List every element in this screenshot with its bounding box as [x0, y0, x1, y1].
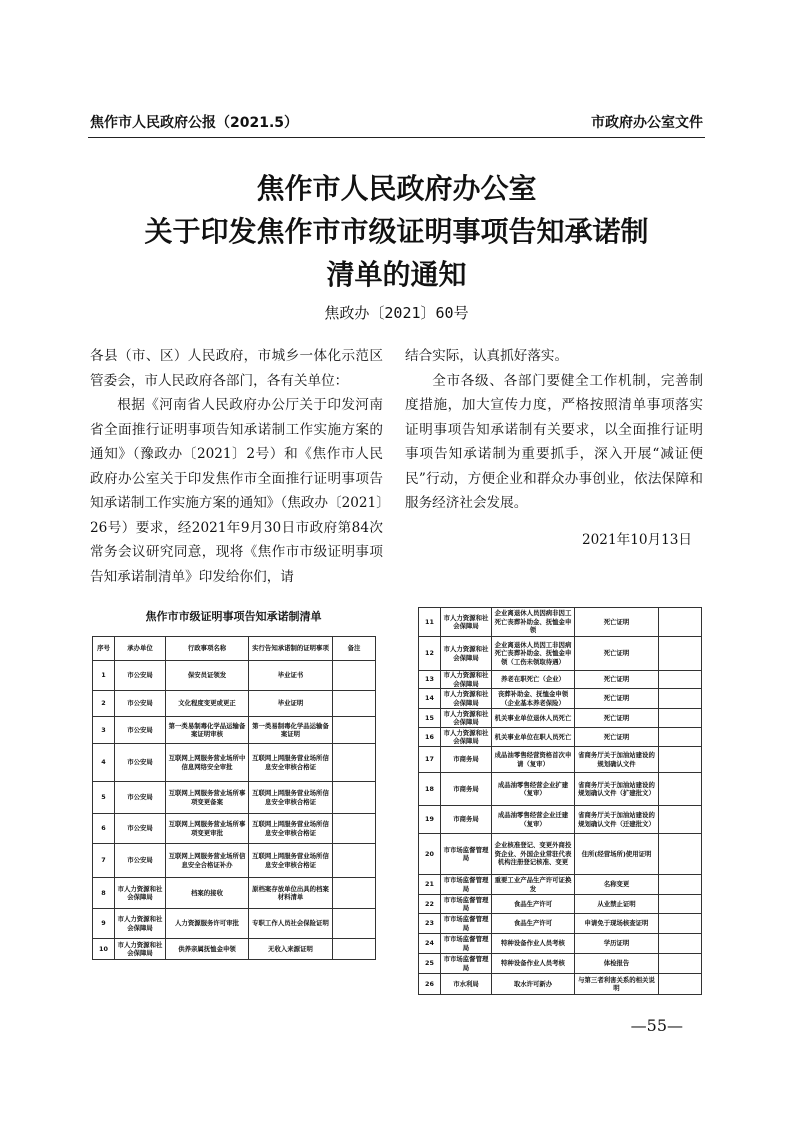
cell-remarks — [333, 744, 376, 782]
cell-certification-item: 死亡证明 — [575, 637, 659, 671]
cell-row-number: 24 — [419, 934, 441, 954]
cell-department: 市公安局 — [115, 717, 166, 744]
cell-remarks — [659, 773, 702, 806]
table-row — [93, 782, 376, 814]
header-remarks: 备注 — [333, 637, 376, 661]
cell-department: 市商务局 — [441, 806, 492, 834]
cell-administrative-item: 企业离退休人员因病非因工死亡丧葬补助金、抚恤金申领 — [492, 608, 575, 637]
cell-row-number: 9 — [93, 909, 115, 939]
cell-department: 市商务局 — [441, 747, 492, 773]
cell-department: 市水利局 — [441, 974, 492, 995]
table-title: 焦作市市级证明事项告知承诺制清单 — [145, 610, 322, 623]
body-left-column — [90, 344, 383, 589]
cell-remarks — [333, 939, 376, 960]
checklist-table-left — [92, 636, 376, 960]
cell-administrative-item: 第一类易制毒化学品运输备案证明审核 — [166, 717, 249, 744]
cell-row-number: 15 — [419, 709, 441, 728]
cell-row-number: 13 — [419, 671, 441, 689]
table-row — [419, 773, 702, 806]
cell-remarks — [659, 806, 702, 834]
cell-administrative-item: 档案的接收 — [166, 878, 249, 909]
page-number: —55— — [630, 1016, 683, 1035]
title-line-2: 关于印发焦作市市级证明事项告知承诺制 — [144, 215, 649, 248]
cell-row-number: 7 — [93, 844, 115, 878]
cell-administrative-item: 机关事业单位在职人员死亡 — [492, 728, 575, 747]
cell-administrative-item: 食品生产许可 — [492, 895, 575, 914]
header-certification-item: 实行告知承诺制的证明事项 — [249, 637, 333, 661]
table-row — [93, 878, 376, 909]
cell-department: 市人力资源和社会保障局 — [441, 689, 492, 709]
cell-certification-item: 原档案存放单位出具的档案材料清单 — [249, 878, 333, 909]
cell-administrative-item: 特种设备作业人员考核 — [492, 954, 575, 974]
cell-department: 市商务局 — [441, 773, 492, 806]
table-row — [93, 939, 376, 960]
cell-remarks — [333, 661, 376, 691]
cell-remarks — [659, 934, 702, 954]
cell-row-number: 14 — [419, 689, 441, 709]
title-line-1: 焦作市人民政府办公室 — [256, 172, 537, 205]
cell-certification-item: 互联网上网服务营业场所信息安全审核合格证 — [249, 844, 333, 878]
cell-administrative-item: 互联网上网服务营业场所事项变更备案 — [166, 782, 249, 814]
cell-row-number: 18 — [419, 773, 441, 806]
table-row — [93, 744, 376, 782]
table-row — [419, 954, 702, 974]
cell-remarks — [659, 747, 702, 773]
cell-certification-item: 毕业证书 — [249, 661, 333, 691]
cell-row-number: 1 — [93, 661, 115, 691]
cell-remarks — [333, 909, 376, 939]
cell-certification-item: 第一类易制毒化学品运输备案证明 — [249, 717, 333, 744]
journal-header: 焦作市人民政府公报（2021.5） — [90, 115, 299, 131]
table-row — [419, 934, 702, 954]
table-row — [419, 914, 702, 934]
cell-remarks — [659, 728, 702, 747]
cell-row-number: 19 — [419, 806, 441, 834]
header-administrative-item: 行政事项名称 — [166, 637, 249, 661]
header-row-number: 序号 — [93, 637, 115, 661]
body-paragraph-2: 全市各级、各部门要健全工作机制，完善制度措施，加大宣传力度，严格按照清单事项落实证明事项告知承诺制有关要求，以全面推行证明事项告知承诺制为重要抓手，深入开展“减证便民”行动，方便企业和群众办事创业，依法保障和服务经济社会发展。 — [405, 372, 703, 511]
header-department: 承办单位 — [115, 637, 166, 661]
cell-administrative-item: 保安员证领发 — [166, 661, 249, 691]
cell-department: 市公安局 — [115, 814, 166, 844]
cell-certification-item: 学历证明 — [575, 934, 659, 954]
cell-remarks — [659, 608, 702, 637]
body-paragraph-1: 根据《河南省人民政府办公厅关于印发河南省全面推行证明事项告知承诺制工作实施方案的通知》（豫政办〔2021〕2号）和《焦作市人民政府办公室关于印发焦作市全面推行证明事项告知承诺制工作实施方案的通知》（焦政办〔2021〕26号）要求，经2021年9月30日市政府第84次常务会议研究同意，现将《焦作市市级证明事项告知承诺制清单》印发给你们，请 — [90, 397, 383, 585]
table-row — [419, 608, 702, 637]
table-row — [419, 806, 702, 834]
table-row — [93, 844, 376, 878]
cell-administrative-item: 人力资源服务许可审批 — [166, 909, 249, 939]
cell-certification-item: 体检报告 — [575, 954, 659, 974]
cell-certification-item: 申请免于现场核查证明 — [575, 914, 659, 934]
cell-row-number: 17 — [419, 747, 441, 773]
table-row — [93, 661, 376, 691]
checklist-table-right — [418, 607, 702, 995]
cell-certification-item: 专职工作人员社会保险证明 — [249, 909, 333, 939]
cell-certification-item: 名称变更 — [575, 875, 659, 895]
document-number: 焦政办〔2021〕60号 — [324, 304, 469, 322]
cell-administrative-item: 特种设备作业人员考核 — [492, 934, 575, 954]
cell-administrative-item: 成品油零售经营企业迁建（复审） — [492, 806, 575, 834]
cell-remarks — [659, 895, 702, 914]
cell-administrative-item: 机关事业单位退休人员死亡 — [492, 709, 575, 728]
cell-remarks — [333, 844, 376, 878]
cell-certification-item: 与第三者利害关系的相关说明 — [575, 974, 659, 995]
cell-remarks — [659, 875, 702, 895]
cell-row-number: 6 — [93, 814, 115, 844]
cell-department: 市人力资源和社会保障局 — [441, 637, 492, 671]
cell-department: 市人力资源和社会保障局 — [441, 671, 492, 689]
body-paragraph-1-end: 结合实际，认真抓好落实。 — [405, 348, 569, 364]
cell-administrative-item: 互联网上网服务营业场所事项变更审批 — [166, 814, 249, 844]
cell-row-number: 3 — [93, 717, 115, 744]
table-row — [419, 671, 702, 689]
cell-certification-item: 死亡证明 — [575, 689, 659, 709]
cell-remarks — [333, 814, 376, 844]
cell-remarks — [333, 782, 376, 814]
cell-certification-item: 住所(经营场所)使用证明 — [575, 834, 659, 875]
cell-row-number: 23 — [419, 914, 441, 934]
cell-administrative-item: 企业核准登记、变更外商投资企业、外国企业常驻代表机构注册登记核准、变更 — [492, 834, 575, 875]
cell-certification-item: 从业禁止证明 — [575, 895, 659, 914]
cell-row-number: 4 — [93, 744, 115, 782]
cell-remarks — [659, 637, 702, 671]
cell-row-number: 5 — [93, 782, 115, 814]
table-row — [419, 709, 702, 728]
cell-department: 市人力资源和社会保障局 — [441, 728, 492, 747]
cell-department: 市人力资源和社会保障局 — [115, 939, 166, 960]
cell-remarks — [333, 878, 376, 909]
cell-administrative-item: 企业离退休人员因工非因病死亡丧葬补助金、抚恤金申领（工伤未领取待遇） — [492, 637, 575, 671]
cell-department: 市公安局 — [115, 691, 166, 717]
cell-certification-item: 省商务厅关于加油站建设的规划确认文件（迁建批文） — [575, 806, 659, 834]
table-row — [419, 689, 702, 709]
cell-department: 市市场监督管理局 — [441, 954, 492, 974]
cell-department: 市人力资源和社会保障局 — [115, 878, 166, 909]
cell-remarks — [659, 689, 702, 709]
cell-department: 市市场监督管理局 — [441, 934, 492, 954]
cell-department: 市人力资源和社会保障局 — [441, 709, 492, 728]
cell-row-number: 10 — [93, 939, 115, 960]
cell-department: 市公安局 — [115, 744, 166, 782]
cell-remarks — [659, 974, 702, 995]
table-row — [93, 691, 376, 717]
table-row — [93, 814, 376, 844]
cell-certification-item: 毕业证明 — [249, 691, 333, 717]
section-header: 市政府办公室文件 — [591, 115, 703, 131]
cell-remarks — [659, 914, 702, 934]
cell-certification-item: 互联网上网服务营业场所信息安全审核合格证 — [249, 744, 333, 782]
cell-certification-item: 死亡证明 — [575, 709, 659, 728]
cell-row-number: 11 — [419, 608, 441, 637]
cell-administrative-item: 养老在职死亡（企业） — [492, 671, 575, 689]
cell-department: 市市场监督管理局 — [441, 895, 492, 914]
cell-row-number: 20 — [419, 834, 441, 875]
cell-administrative-item: 食品生产许可 — [492, 914, 575, 934]
cell-row-number: 25 — [419, 954, 441, 974]
cell-department: 市市场监督管理局 — [441, 834, 492, 875]
cell-remarks — [659, 834, 702, 875]
table-header-row — [93, 637, 376, 661]
table-row — [93, 717, 376, 744]
cell-department: 市人力资源和社会保障局 — [115, 909, 166, 939]
title-line-3: 清单的通知 — [326, 258, 467, 291]
cell-certification-item: 死亡证明 — [575, 608, 659, 637]
cell-remarks — [659, 954, 702, 974]
cell-certification-item: 无收入来源证明 — [249, 939, 333, 960]
cell-row-number: 2 — [93, 691, 115, 717]
cell-administrative-item: 重要工业产品生产许可证换发 — [492, 875, 575, 895]
cell-administrative-item: 成品油零售经营资格首次申请（复审） — [492, 747, 575, 773]
cell-row-number: 21 — [419, 875, 441, 895]
salutation: 各县（市、区）人民政府，市城乡一体化示范区管委会，市人民政府各部门，各有关单位： — [90, 348, 383, 389]
cell-administrative-item: 取水许可新办 — [492, 974, 575, 995]
table-row — [419, 728, 702, 747]
cell-certification-item: 死亡证明 — [575, 728, 659, 747]
issue-date: 2021年10月13日 — [582, 532, 692, 548]
cell-row-number: 12 — [419, 637, 441, 671]
cell-administrative-item: 互联网上网服务营业场所中信息网络安全审批 — [166, 744, 249, 782]
cell-certification-item: 互联网上网服务营业场所信息安全审核合格证 — [249, 782, 333, 814]
cell-department: 市市场监督管理局 — [441, 875, 492, 895]
table-row — [419, 834, 702, 875]
cell-administrative-item: 成品油零售经营企业扩建（复审） — [492, 773, 575, 806]
cell-remarks — [659, 709, 702, 728]
body-right-column — [405, 344, 703, 516]
cell-department: 市公安局 — [115, 782, 166, 814]
table-row — [419, 974, 702, 995]
cell-remarks — [659, 671, 702, 689]
cell-row-number: 8 — [93, 878, 115, 909]
cell-row-number: 22 — [419, 895, 441, 914]
cell-row-number: 26 — [419, 974, 441, 995]
cell-remarks — [333, 717, 376, 744]
cell-certification-item: 互联网上网服务营业场所信息安全审核合格证 — [249, 814, 333, 844]
table-row — [419, 747, 702, 773]
table-row — [419, 895, 702, 914]
cell-department: 市市场监督管理局 — [441, 914, 492, 934]
cell-department: 市公安局 — [115, 661, 166, 691]
cell-department: 市人力资源和社会保障局 — [441, 608, 492, 637]
cell-administrative-item: 互联网上网服务营业场所信息安全合格证补办 — [166, 844, 249, 878]
header-rule — [88, 137, 705, 138]
cell-administrative-item: 丧葬补助金、抚恤金申领（企业基本养老保险） — [492, 689, 575, 709]
cell-certification-item: 死亡证明 — [575, 671, 659, 689]
table-row — [419, 875, 702, 895]
table-row — [93, 909, 376, 939]
cell-administrative-item: 供养亲属抚恤金申领 — [166, 939, 249, 960]
cell-department: 市公安局 — [115, 844, 166, 878]
cell-row-number: 16 — [419, 728, 441, 747]
cell-certification-item: 省商务厅关于加油站建设的规划确认文件 — [575, 747, 659, 773]
cell-remarks — [333, 691, 376, 717]
table-row — [419, 637, 702, 671]
cell-certification-item: 省商务厅关于加油站建设的规划确认文件（扩建批文） — [575, 773, 659, 806]
cell-administrative-item: 文化程度变更或更正 — [166, 691, 249, 717]
